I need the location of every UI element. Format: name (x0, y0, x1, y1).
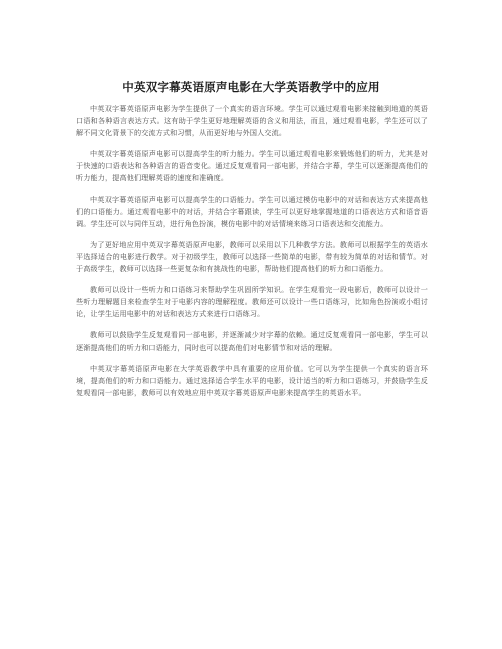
paragraph-6: 教师可以鼓励学生反复观看同一部电影，并逐渐减少对字幕的依赖。通过反复观看同一部电影，学生可以逐渐提高他们的听力和口语能力，同时也可以提高他们对电影情节和对话的理解。 (76, 330, 428, 352)
paragraph-5: 教师可以设计一些听力和口语练习来帮助学生巩固所学知识。在学生观看完一段电影后，教师可以设计一些听力理解题目来检查学生对于电影内容的理解程度。教师还可以设计一些口语练习，比如角色扮演或小组讨论，让学生运用电影中的对话和表达方式来进行口语练习。 (76, 285, 428, 319)
paragraph-4: 为了更好地应用中英双字幕英语原声电影，教师可以采用以下几种教学方法。教师可以根据学生的英语水平选择适合的电影进行教学。对于初级学生，教师可以选择一些简单的电影，带有较为简单的对话和情节。对于高级学生，教师可以选择一些更复杂和有挑战性的电影，帮助他们提高他们的听力和口语能力。 (76, 239, 428, 274)
paragraph-1: 中英双字幕英语原声电影为学生提供了一个真实的语言环境。学生可以通过观看电影来接触到地道的英语口语和各种语言表达方式。这有助于学生更好地理解英语的含义和用法，而且，通过观看电影，学生还可以了解不同文化背景下的交流方式和习惯，从而更好地与外国人交流。 (76, 104, 428, 138)
document-title: 中英双字幕英语原声电影在大学英语教学中的应用 (122, 80, 380, 94)
paragraph-7: 中英双字幕英语原声电影在大学英语教学中具有重要的应用价值。它可以为学生提供一个真实的语言环境，提高他们的听力和口语能力。通过选择适合学生水平的电影，设计适当的听力和口语练习，并鼓励学生反复观看同一部电影，教师可以有效地应用中英双字幕英语原声电影来提高学生的英语水平。 (76, 363, 428, 397)
document-body (76, 103, 428, 408)
paragraph-3: 中英双字幕英语原声电影可以提高学生的口语能力。学生可以通过模仿电影中的对话和表达方式来提高他们的口语能力。通过观看电影中的对话，并结合字幕跟读，学生可以更好地掌握地道的口语表达方式和语音语调。学生还可以与同伴互动，进行角色扮演，模仿电影中的对话情境来练习口语表达和交流能力。 (76, 194, 428, 228)
paragraph-2: 中英双字幕英语原声电影可以提高学生的听力能力。学生可以通过观看电影来锻炼他们的听力，尤其是对于快速的口语表达和各种语言的语音变化。通过反复观看同一部电影，并结合字幕，学生可以逐渐提高他们的听力能力，提高他们理解英语的速度和准确度。 (76, 149, 428, 183)
